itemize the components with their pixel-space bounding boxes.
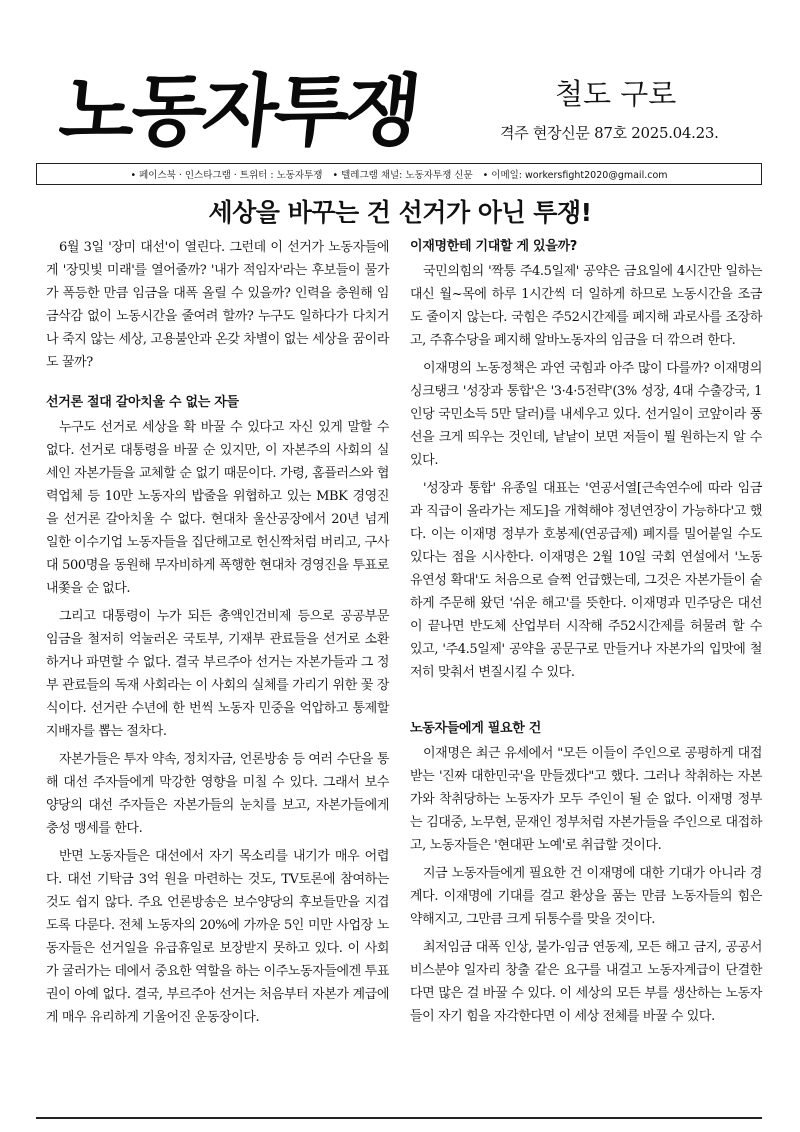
- social-contact: • 페이스북 · 인스타그램 · 트위터 : 노동자투쟁: [130, 170, 323, 181]
- edition-title: 철도 구로: [555, 77, 677, 111]
- contact-bar: [36, 163, 762, 185]
- paragraph: 누구도 선거로 세상을 확 바꿀 수 있다고 자신 있게 말할 수 없다. 선거로 대통령을 바꿀 순 있지만, 이 자본주의 사회의 실세인 자본가들을 교체할 순 없기 때문이다. 가령, 홈플러스와 협력업체 등 10만 노동자의 밥줄을 위협하고 있는 MBK 경영진을 선거론 갈아치울 수 없다. 현대차 울산공장에서 20년 넘게 일한 이수기업 노동자들을 집단해고로 헌신짝처럼 버리고, 구사대 500명을 동원해 무자비하게 폭행한 현대차 경영진을 투표로 내쫓을 순 없다.: [46, 420, 389, 596]
- headline: 세상을 바꾸는 건 선거가 아닌 투쟁!: [208, 198, 592, 227]
- left-column: [46, 236, 389, 1034]
- paragraph: 최저임금 대폭 인상, 불가-임금 연동제, 모든 해고 금지, 공공서비스분야 일자리 창출 같은 요구를 내걸고 노동자계급이 단결한다면 많은 걸 바꿀 수 있다. 이 세상의 모든 부를 생산하는 노동자들이 자기 힘을 자각한다면 이 세상 전체를 바꿀 수 있다.: [410, 940, 762, 1024]
- bottom-rule: [36, 1117, 762, 1119]
- paragraph: 6월 3일 '장미 대선'이 열린다. 그런데 이 선거가 노동자들에게 '장밋빛 미래'를 열어줄까? '내가 적임자'라는 후보들이 물가가 폭등한 만큼 임금을 대폭 올릴 수 있을까? 인력을 충원해 임금삭감 없이 노동시간을 줄여려 할까? 누구도 일하다가 다치거나 죽지 않는 세상, 고용불안과 온갖 차별이 없는 세상을 꿈이라도 꿀까?: [46, 240, 389, 370]
- paragraph: 지금 노동자들에게 필요한 건 이재명에 대한 기대가 아니라 경계다. 이재명에 기대를 걸고 환상을 품는 만큼 노동자들의 힘은 약해지고, 그만큼 크게 뒤통수를 맞을 것이다.: [410, 866, 762, 927]
- paragraph: 이재명은 최근 유세에서 "모든 이들이 주인으로 공평하게 대접받는 '진짜 대한민국'을 만들겠다"고 했다. 그러나 착취하는 자본가와 착취당하는 노동자가 모두 주인이 될 순 없다. 이재명 정부는 김대중, 노무현, 문재인 정부처럼 자본가들을 주인으로 대접하고, 노동자들은 '현대판 노예'로 취급할 것이다.: [410, 746, 762, 853]
- section-heading: 선거론 절대 갈아치울 수 없는 자들: [46, 395, 239, 410]
- paragraph: 이재명의 노동정책은 과연 국힘과 아주 많이 다를까? 이재명의 싱크탱크 '성장과 통합'은 '3·4·5전략'(3% 성장, 4대 수출강국, 1인당 국민소득 5만 달러)를 내세우고 있다. 선거일이 코앞이라 풍선을 크게 띄우는 것인데, 낱낱이 보면 저들이 뭘 원하는지 알 수 있다.: [410, 361, 762, 468]
- masthead-logo: 노동자투쟁: [55, 67, 422, 157]
- paragraph: 국민의힘의 '짝퉁 주4.5일제' 공약은 금요일에 4시간만 일하는 대신 월~목에 하루 1시간씩 더 일하게 하므로 노동시간을 조금도 줄이지 않는다. 국힘은 주52시간제를 폐지해 과로사를 조장하고, 주휴수당을 폐지해 알바노동자의 임금을 더 깎으려 한다.: [410, 264, 762, 348]
- telegram-contact: • 텔레그램 채널: 노동자투쟁 신문: [332, 170, 473, 181]
- paragraph: '성장과 통합' 유종일 대표는 '연공서열[근속연수에 따라 임금과 직급이 올라가는 제도]을 개혁해야 정년연장이 가능하다'고 했다. 이는 이재명 정부가 호봉제(연공급제) 폐지를 밀어붙일 수도 있다는 점을 시사한다. 이재명은 2월 10일 국회 연설에서 '노동유연성 확대'도 처음으로 슬쩍 언급했는데, 그것은 자본가들이 숱하게 주문해 왔던 '쉬운 해고'를 뜻한다. 이재명과 민주당은 대선이 끝나면 반도체 산업부터 시작해 주52시간제를 허물려 할 수 있고, '주4.5일제' 공약을 공문구로 만들거나 자본가의 입맛에 철저히 맞춰서 변질시킬 수 있다.: [410, 481, 762, 680]
- section-heading: 노동자들에게 필요한 건: [410, 721, 542, 736]
- right-column: [410, 236, 762, 1033]
- paragraph: 반면 노동자들은 대선에서 자기 목소리를 내기가 매우 어렵다. 대선 기탁금 3억 원을 마련하는 것도, TV토론에 참여하는 것도 쉽지 않다. 주요 언론방송은 보수양당의 후보들만을 지겹도록 다룬다. 전체 노동자의 20%에 가까운 5인 미만 사업장 노동자들은 선거일을 유급휴일로 보장받지 못하고 있다. 이 사회가 굴러가는 데에서 중요한 역할을 하는 이주노동자들에겐 투표권이 아예 없다. 결국, 부르주아 선거는 처음부터 자본가 계급에게 매우 유리하게 기울어진 운동장이다.: [46, 849, 389, 1025]
- section-heading: 이재명한테 기대할 게 있을까?: [410, 239, 578, 254]
- issue-info: 격주 현장신문 87호 2025.04.23.: [500, 124, 719, 142]
- paragraph: 자본가들은 투자 약속, 정치자금, 언론방송 등 여러 수단을 통해 대선 주자들에게 막강한 영향을 미칠 수 있다. 그래서 보수 양당의 대선 주자들은 자본가들의 눈치를 보고, 자본가들에게 충성 맹세를 한다.: [46, 752, 389, 836]
- email-contact: • 이메일: workersfight2020@gmail.com: [482, 170, 668, 181]
- paragraph: 그리고 대통령이 누가 되든 총액인건비제 등으로 공공부문 임금을 철저히 억눌러온 국토부, 기재부 관료들을 선거로 소환하거나 파면할 수 없다. 결국 부르주아 선거는 자본가들과 그 정부 관료들의 독재 사회라는 이 사회의 실체를 가리기 위한 꽃 장식이다. 선거란 수년에 한 번씩 노동자 민중을 억압하고 통제할 지배자를 뽑는 절차다.: [46, 609, 389, 739]
